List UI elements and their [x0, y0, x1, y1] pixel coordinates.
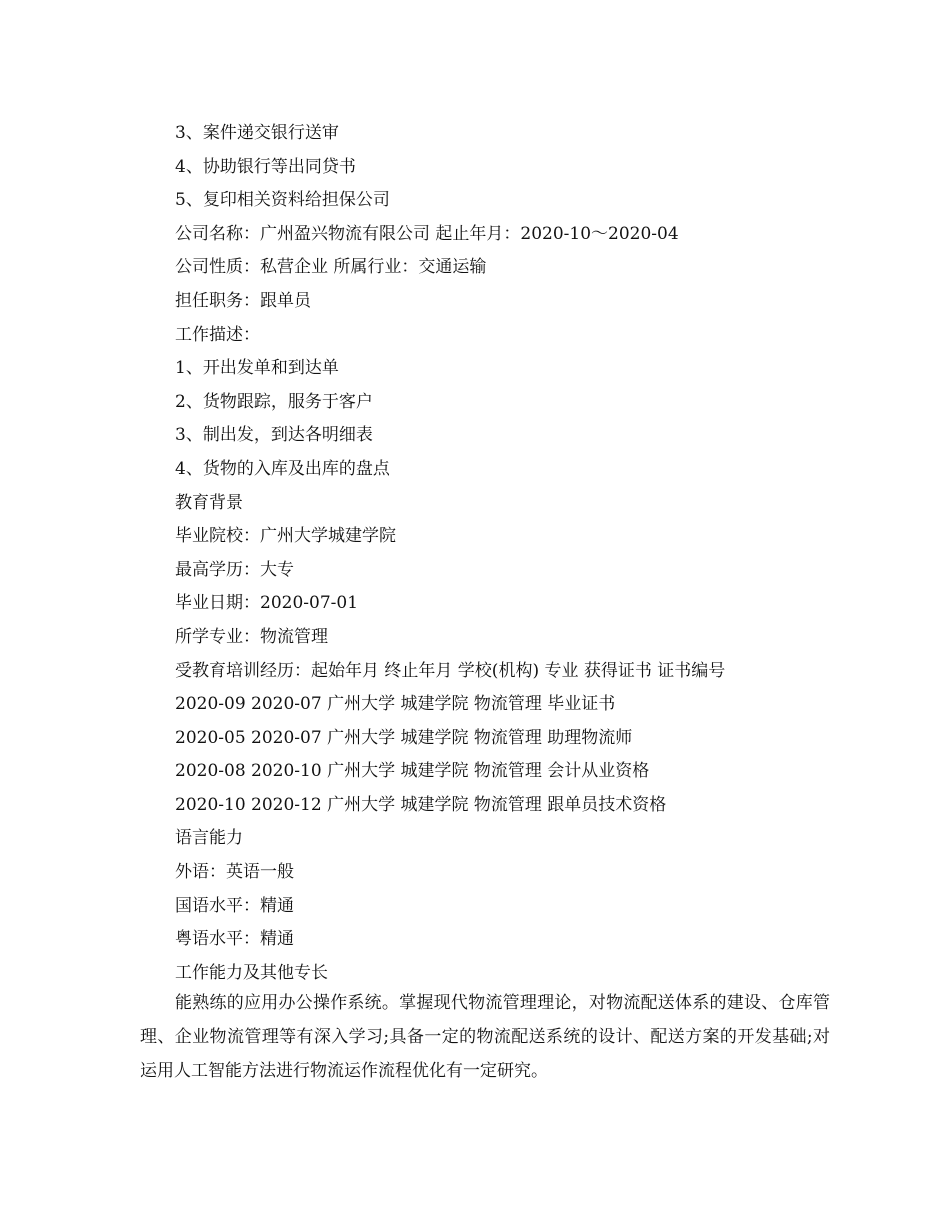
text-line: 2、货物跟踪，服务于客户	[175, 391, 373, 412]
section-heading: 语言能力	[175, 828, 243, 849]
text-line: 受教育培训经历：起始年月 终止年月 学校(机构) 专业 获得证书 证书编号	[175, 660, 726, 681]
text-line: 2020-09 2020-07 广州大学 城建学院 物流管理 毕业证书	[175, 694, 616, 715]
text-line: 2020-05 2020-07 广州大学 城建学院 物流管理 助理物流师	[175, 727, 633, 748]
text-line: 毕业院校：广州大学城建学院	[175, 526, 396, 547]
text-line: 担任职务：跟单员	[175, 290, 311, 311]
text-line: 3、案件递交银行送审	[175, 123, 339, 143]
text-line: 外语：英语一般	[175, 862, 294, 883]
text-line: 4、协助银行等出同贷书	[175, 156, 356, 177]
text-line: 1、开出发单和到达单	[175, 358, 339, 379]
text-line: 最高学历：大专	[175, 559, 294, 580]
skills-paragraph: 能熟练的应用办公操作系统。掌握现代物流管理理论，对物流配送体系的建设、仓库管理、企业物流管理等有深入学习;具备一定的物流配送系统的设计、配送方案的开发基础;对运用人工智能方法进行物流运作流程优化有一定研究。	[140, 993, 830, 1081]
section-heading: 工作能力及其他专长	[175, 962, 328, 983]
text-lines	[175, 117, 875, 990]
text-line: 4、货物的入库及出库的盘点	[175, 458, 390, 479]
text-line: 毕业日期：2020-07-01	[175, 593, 359, 614]
text-line: 粤语水平：精通	[175, 929, 294, 950]
text-line: 工作描述：	[175, 324, 260, 345]
text-line: 5、复印相关资料给担保公司	[175, 190, 390, 211]
text-line: 2020-10 2020-12 广州大学 城建学院 物流管理 跟单员技术资格	[175, 794, 667, 815]
text-line: 公司名称：广州盈兴物流有限公司 起止年月：2020-10～2020-04	[175, 223, 679, 244]
section-heading: 教育背景	[175, 492, 243, 513]
text-line: 公司性质：私营企业 所属行业：交通运输	[175, 257, 487, 278]
text-line: 2020-08 2020-10 广州大学 城建学院 物流管理 会计从业资格	[175, 761, 650, 782]
text-line: 3、制出发，到达各明细表	[175, 425, 373, 446]
text-line: 国语水平：精通	[175, 895, 294, 916]
text-line: 所学专业：物流管理	[175, 626, 328, 647]
